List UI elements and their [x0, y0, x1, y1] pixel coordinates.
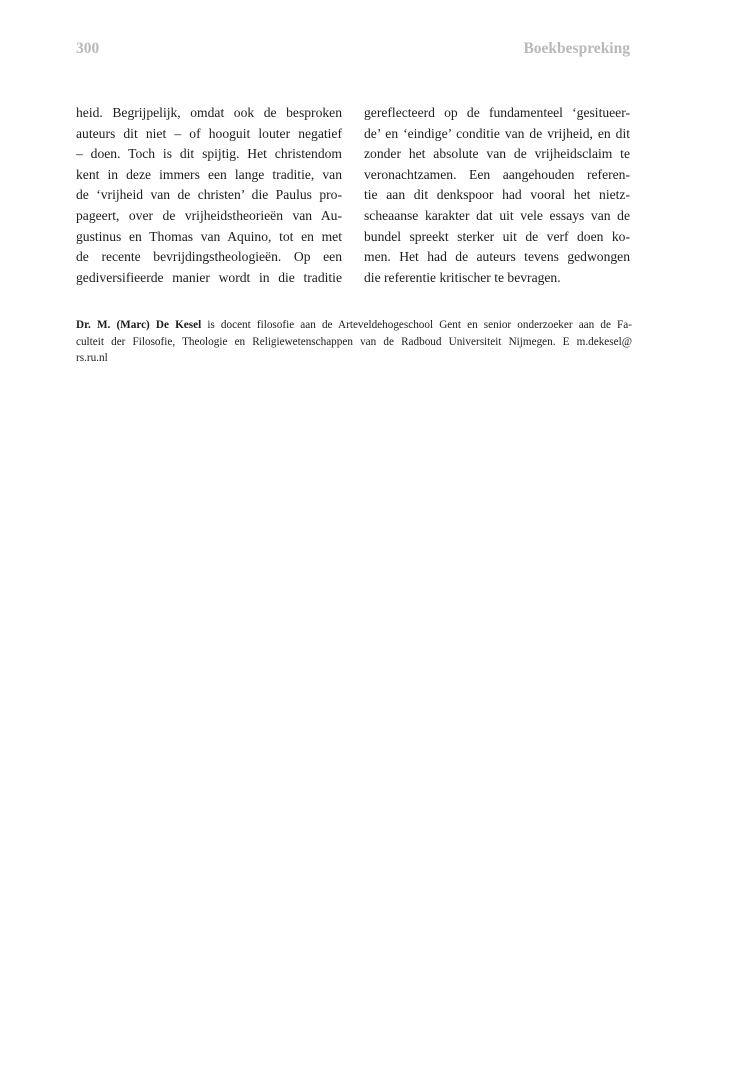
text-line: auteurs dit niet – of hooguit louter negatief	[76, 125, 342, 141]
text-line: zonder het absolute van de vrijheidsclaim te	[364, 146, 630, 162]
text-line: gediversifieerde manier wordt in die traditie	[76, 269, 342, 285]
text-line: men. Het had de auteurs tevens gedwongen	[364, 249, 630, 265]
text-line: de ‘vrijheid van de christen’ die Paulus pro-	[76, 187, 342, 203]
text-line: heid. Begrijpelijk, omdat ook de besproken	[76, 105, 342, 120]
page-number: 300	[76, 40, 100, 57]
author-note-line: culteit der Filosofie, Theologie en Religiewetenschappen van de Radboud Universiteit Nijmegen. E m.dekesel@	[76, 335, 632, 348]
author-note-line	[76, 317, 632, 334]
section-title: Boekbespreking	[523, 40, 630, 57]
text-line: bundel spreekt sterker uit de verf doen ko-	[364, 228, 630, 244]
text-line: de recente bevrijdingstheologieën. Op een	[76, 249, 342, 265]
body-column-left	[76, 103, 342, 288]
text-line: de’ en ‘eindige’ conditie van de vrijheid, en dit	[364, 125, 630, 141]
text-line: die referentie kritischer te bevragen.	[364, 269, 561, 285]
text-line: veronachtzamen. Een aangehouden referen-	[364, 166, 630, 182]
text-line: gereflecteerd op de fundamenteel ‘gesitueer-	[364, 105, 630, 120]
author-name: Dr. M. (Marc) De Kesel	[76, 319, 202, 331]
text-line: kent in deze immers een lange traditie, van	[76, 166, 342, 182]
text-line: tie aan dit denkspoor had vooral het nietz-	[364, 187, 630, 203]
text-line: gustinus en Thomas van Aquino, tot en met	[76, 228, 342, 244]
text-line: scheaanse karakter dat uit vele essays van de	[364, 207, 630, 223]
body-column-right	[364, 103, 630, 288]
author-note-text: is docent filosofie aan de Arteveldehogeschool Gent en senior onderzoeker aan de Fa-	[201, 319, 632, 331]
author-note	[76, 317, 632, 367]
running-head	[76, 40, 630, 62]
text-line: – doen. Toch is dit spijtig. Het christendom	[76, 146, 342, 162]
author-email-tail: rs.ru.nl	[76, 352, 108, 365]
text-line: pageert, over de vrijheidstheorieën van Au-	[76, 207, 342, 223]
